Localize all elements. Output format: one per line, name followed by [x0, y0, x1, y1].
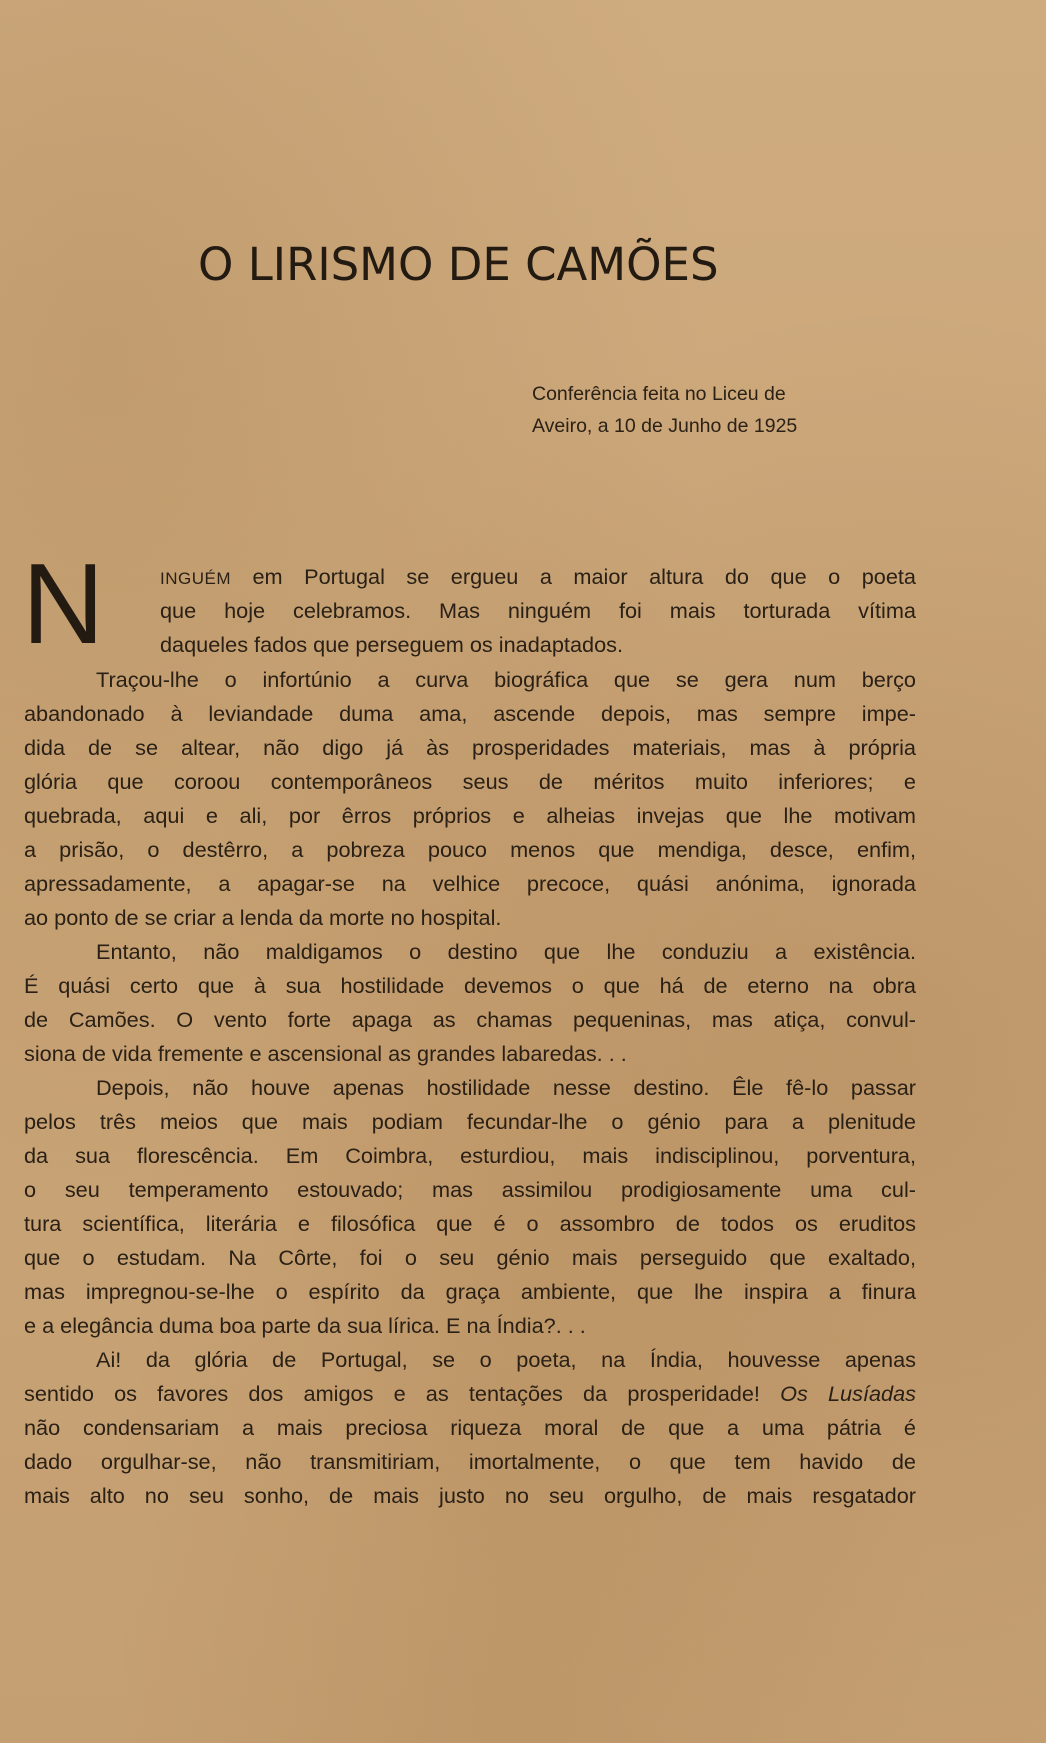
text-line: tura scientífica, literária e filosófica que é o assombro de todos os eruditos: [24, 1211, 916, 1236]
text-line-content: em Portugal se ergueu a maior altura do que o poeta: [231, 564, 916, 589]
text-line: dado orgulhar-se, não transmitiriam, imortalmente, o que tem havido de: [24, 1449, 916, 1474]
text-line: Ai! da glória de Portugal, se o poeta, na Índia, houvesse apenas: [96, 1347, 916, 1372]
text-line: mais alto no seu sonho, de mais justo no seu orgulho, de mais resgatador: [24, 1483, 916, 1508]
text-line: Depois, não houve apenas hostilidade nesse destino. Êle fê-lo passar: [96, 1075, 916, 1100]
text-line: quebrada, aqui e ali, por êrros próprios e alheias invejas que lhe motivam: [24, 803, 916, 828]
text-line: daqueles fados que perseguem os inadaptados.: [160, 632, 624, 657]
text-line: ao ponto de se criar a lenda da morte no hospital.: [24, 905, 502, 930]
text-line: dida de se altear, não digo já às prosperidades materiais, mas à própria: [24, 735, 916, 760]
text-line: e a elegância duma boa parte da sua lírica. E na Índia?. . .: [24, 1313, 586, 1338]
text-line: É quási certo que à sua hostilidade devemos o que há de eterno na obra: [24, 973, 916, 998]
text-line: mas impregnou-se-lhe o espírito da graça ambiente, que lhe inspira a finura: [24, 1279, 916, 1304]
text-line: o seu temperamento estouvado; mas assimilou prodigiosamente uma cul-: [24, 1177, 916, 1202]
page-title: O LIRISMO DE CAMÕES: [198, 238, 719, 291]
text-line: de Camões. O vento forte apaga as chamas pequeninas, mas atiça, convul-: [24, 1007, 916, 1032]
text-line-content: sentido os favores dos amigos e as tentações da prosperidade!: [24, 1381, 781, 1406]
text-line: que hoje celebramos. Mas ninguém foi mais torturada vítima: [160, 598, 916, 623]
text-line: da sua florescência. Em Coimbra, esturdiou, mais indisciplinou, porventura,: [24, 1143, 916, 1168]
text-line: Traçou-lhe o infortúnio a curva biográfica que se gera num berço: [96, 667, 916, 692]
text-line: não condensariam a mais preciosa riqueza moral de que a uma pátria é: [24, 1415, 916, 1440]
text-line: abandonado à leviandade duma ama, ascende depois, mas sempre impe-: [24, 701, 916, 726]
text-line: Entanto, não maldigamos o destino que lhe conduziu a existência.: [96, 939, 916, 964]
text-line: apressadamente, a apagar-se na velhice precoce, quási anónima, ignorada: [24, 871, 916, 896]
lecture-note: [532, 378, 862, 442]
text-line: siona de vida fremente e ascensional as grandes labaredas. . .: [24, 1041, 627, 1066]
text-line: [24, 1379, 916, 1409]
text-line: que o estudam. Na Côrte, foi o seu génio mais perseguido que exaltado,: [24, 1245, 916, 1270]
text-line: glória que coroou contemporâneos seus de méritos muito inferiores; e: [24, 769, 916, 794]
text-line: [160, 562, 916, 594]
text-line: a prisão, o destêrro, a pobreza pouco menos que mendiga, desce, enfim,: [24, 837, 916, 862]
book-title: Os Lusíadas: [780, 1381, 916, 1406]
lecture-note-line-2: Aveiro, a 10 de Junho de 1925: [532, 415, 798, 437]
text-line: pelos três meios que mais podiam fecundar-lhe o génio para a plenitude: [24, 1109, 916, 1134]
drop-cap: N: [22, 541, 105, 668]
first-word: INGUÉM: [160, 569, 231, 588]
lecture-note-line-1: Conferência feita no Liceu de: [532, 383, 786, 405]
